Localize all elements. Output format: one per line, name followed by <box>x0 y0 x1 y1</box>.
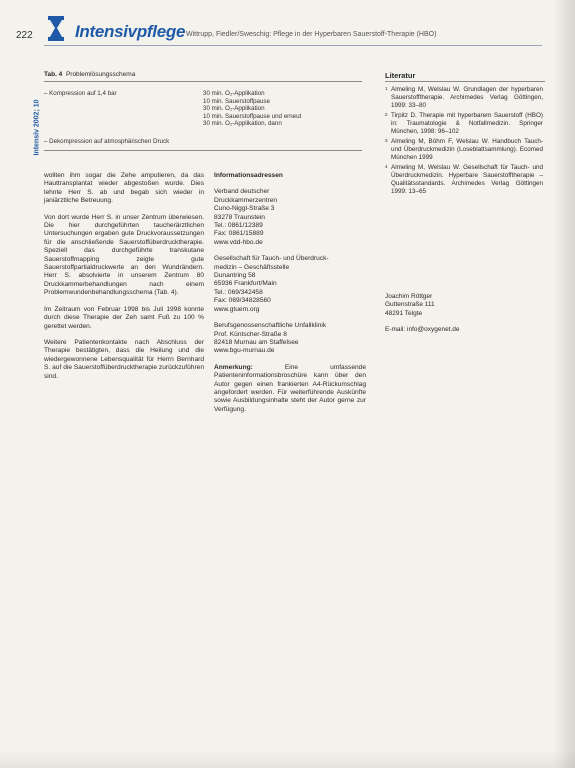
address-line: Fax: 069/34828560 <box>214 297 271 305</box>
address-line: Berufsgenossenschaftliche Unfallklinik <box>214 322 327 330</box>
running-head: Wittrupp, Fiedler/Sweschig: Pflege in der Hyperbaren Sauerstoff-Therapie (HBO) <box>186 31 437 38</box>
side-citation: Intensiv 2002; 10 <box>33 99 41 156</box>
address-line: Prof. Küntscher-Straße 8 <box>214 330 287 338</box>
body-paragraph: Von dort wurde Herr S. in unser Zentrum überwiesen. Die hier durchgeführten taucherärztlichen Untersuchungen ergaben gute Druckvoraussetzungen für die anschließende Sauerstoffüberdrucktherapie. Speziell das durchgeführte transkutane Sauerstoffmapping zeigte gute Sauerstoffpartialdruckwerte an den Wundrändern. Herr S. absolvierte in unserem Zentrum 80 Druckkammerbehandlungen nach einem Problemwundenbehandlungsschema (Tab. 4). <box>44 213 204 297</box>
reference-text: Almeling M, Welslau W. Gesellschaft für Tauch- und Überdruckmedizin. Hyperbare Sauerstofftherapie – Qualitätsstandards. Archimedes Verlag Göttingen 1999: 13–65 <box>391 164 543 195</box>
reference-number: 1 <box>385 86 388 91</box>
table-step: 30 min. O₂-Applikation <box>203 90 265 97</box>
reference-number: 4 <box>385 164 388 169</box>
reference-item <box>385 164 543 196</box>
note-label: Anmerkung: <box>214 363 253 371</box>
address-line: Tel.: 0861/12389 <box>214 222 263 230</box>
address-line: Gesellschaft für Tauch- und Überdruck- <box>214 255 329 263</box>
address-link[interactable]: www.vdd-hbo.de <box>214 238 263 246</box>
reference-item <box>385 86 543 110</box>
body-paragraph: Im Zeitraum von Februar 1998 bis Juli 1998 konnte durch diese Therapie der Zeh samt Fuß zu 100 % gerettet werden. <box>44 305 204 330</box>
address-line: Dunantring 58 <box>214 272 256 280</box>
reference-text: Almeling M, Welslau W. Grundlagen der hyperbaren Sauerstofftherapie. Archimedes Verlag Göttingen, 1999: 33–80 <box>391 86 543 109</box>
table-top-rule <box>44 81 362 82</box>
journal-title: Intensivpflege <box>75 22 186 41</box>
table-caption-number: Tab. 4 <box>44 71 63 78</box>
address-line: Fax: 0861/15889 <box>214 230 264 238</box>
page-shadow <box>553 0 575 768</box>
address-link[interactable]: www.bgu-murnau.de <box>214 347 275 355</box>
reference-text: Tirpitz D. Therapie mit hyperbarem Sauerstoff (HBO) in: Traumatologie & Notfallmedizin. Springer München, 1998: 96–102 <box>391 112 543 135</box>
reference-text: Almeling M, Böhm F, Welslau W. Handbuch Tauch- und Überdruckmedizin (Loseblattsammlung). Ecomed München 1999 <box>391 138 543 161</box>
address-line: medizin – Geschäftsstelle <box>214 263 290 271</box>
author-name: Joachim Röttger <box>385 293 433 300</box>
table-steps <box>203 90 301 128</box>
body-paragraph: Weitere Patientenkontakte nach Abschluss der Therapie bestätigten, dass die Heilung und die wiedergewonnene Lebensqualität für Herrn Bernhard S. auf die Sauerstoffüberdrucktherapie zurückzuführen sind. <box>44 338 204 380</box>
address-line: 83278 Traunstein <box>214 213 265 221</box>
literature-list <box>385 86 543 198</box>
body-column-1 <box>44 172 204 389</box>
literature-divider <box>385 81 545 82</box>
info-addresses-heading: Informationsadressen <box>214 172 283 179</box>
header-divider <box>44 45 542 46</box>
reference-item <box>385 138 543 162</box>
address-line: Druckkammerzentren <box>214 196 278 204</box>
author-city: 48291 Telgte <box>385 309 423 317</box>
page-shadow <box>0 750 575 768</box>
table-step: 10 min. Sauerstoffpause <box>203 97 270 105</box>
table-bottom-rule <box>44 150 362 151</box>
note-text: Eine umfassende Patienteninformationsbroschüre kann über den Autor gegen einen frankierten A4-Rückumschlag angefordert werden. Für weiterführende Auskünfte sowie Ausbildungsinhalte steht der Autor gerne zur Verfügung. <box>214 363 366 413</box>
reference-item <box>385 112 543 136</box>
address-line: 82418 Murnau am Staffelsee <box>214 338 299 346</box>
address-line: Verband deutscher <box>214 188 270 196</box>
address-line: Cuno-Niggl-Straße 3 <box>214 205 275 213</box>
table-step: 10 min. Sauerstoffpause und erneut <box>203 112 302 120</box>
author-email[interactable]: E-mail: info@oxygenet.de <box>385 326 460 334</box>
address-block-vdd <box>214 188 366 247</box>
table-row-decompression: – Dekompression auf atmosphärischen Druck <box>44 138 170 145</box>
body-paragraph: wollten ihm sogar die Zehe amputieren, da das Hauttransplantat wieder abgestoßen wurde. Dies lehnte Herr S. ab und begab sich wieder in janiärztliche Betreuung. <box>44 172 204 205</box>
author-contact <box>385 293 543 335</box>
table-caption-text: Problemlösungsschema <box>65 71 136 78</box>
address-link[interactable]: www.gtuem.org <box>214 305 260 313</box>
author-note <box>214 364 366 414</box>
page-number: 222 <box>16 30 33 41</box>
table-caption <box>44 71 135 78</box>
info-addresses-column <box>214 172 366 422</box>
address-line: Tel.: 069/342458 <box>214 288 263 296</box>
table-row-compression: – Kompression auf 1,4 bar <box>44 90 117 97</box>
journal-logo-icon <box>44 16 68 42</box>
reference-number: 2 <box>385 112 388 117</box>
table-step: 30 min. O₂-Applikation <box>203 105 265 113</box>
author-street: Guttenstraße 111 <box>385 301 435 309</box>
reference-number: 3 <box>385 138 388 143</box>
address-block-bgu <box>214 322 366 356</box>
table-step: 30 min. O₂-Applikation, dann <box>203 120 282 128</box>
address-block-gtuem <box>214 255 366 314</box>
literature-heading: Literatur <box>385 71 416 80</box>
address-line: 65936 Frankfurt/Main <box>214 280 277 288</box>
